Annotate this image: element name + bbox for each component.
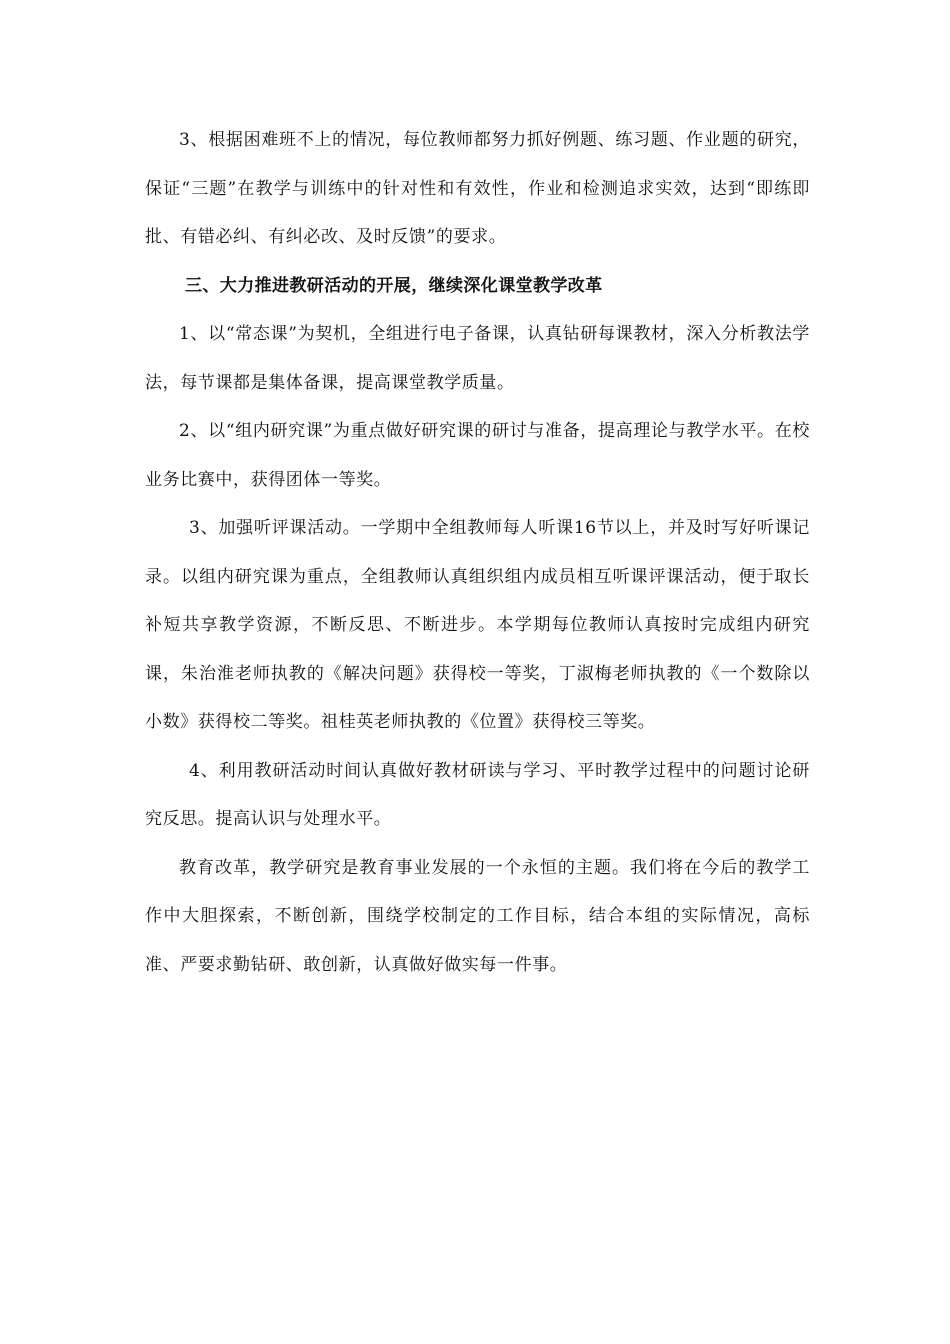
paragraph-item-1-regular-class: 1、以“常态课”为契机，全组进行电子备课，认真钻研每课教材，深入分析教法学法，每节课都是集体备课，提高课堂教学质量。 [145, 324, 810, 393]
paragraph-item-3-lesson-observation: 3、加强听评课活动。一学期中全组教师每人听课16节以上，并及时写好听课记录。以组内研究课为重点，全组教师认真组织组内成员相互听课评课活动，便于取长补短共享教学资源，不断反思、不断进步。本学期每位教师认真按时完成组内研究课，朱治淮老师执教的《解决问题》获得校一等奖，丁淑梅老师执教的《一个数除以小数》获得校二等奖。祖桂英老师执教的《位置》获得校三等奖。 [145, 518, 810, 732]
paragraph-conclusion: 教育改革，教学研究是教育事业发展的一个永恒的主题。我们将在今后的教学工作中大胆探索，不断创新，围绕学校制定的工作目标，结合本组的实际情况，高标准、严要求勤钻研、敢创新，认真做好做实每一件事。 [145, 857, 810, 975]
paragraph-item-2-research-class: 2、以“组内研究课”为重点做好研究课的研讨与准备，提高理论与教学水平。在校业务比赛中，获得团体一等奖。 [145, 421, 810, 490]
document-body [145, 116, 810, 989]
paragraph-item-4-research-activity: 4、利用教研活动时间认真做好教材研读与学习、平时教学过程中的问题讨论研究反思。提高认识与处理水平。 [145, 760, 810, 829]
section-heading-three: 三、大力推进教研活动的开展，继续深化课堂教学改革 [185, 275, 603, 296]
paragraph-item-3-homework: 3、根据困难班不上的情况，每位教师都努力抓好例题、练习题、作业题的研究，保证“三题”在教学与训练中的针对性和有效性，作业和检测追求实效，达到“即练即批、有错必纠、有纠必改、及时反馈”的要求。 [145, 130, 810, 247]
